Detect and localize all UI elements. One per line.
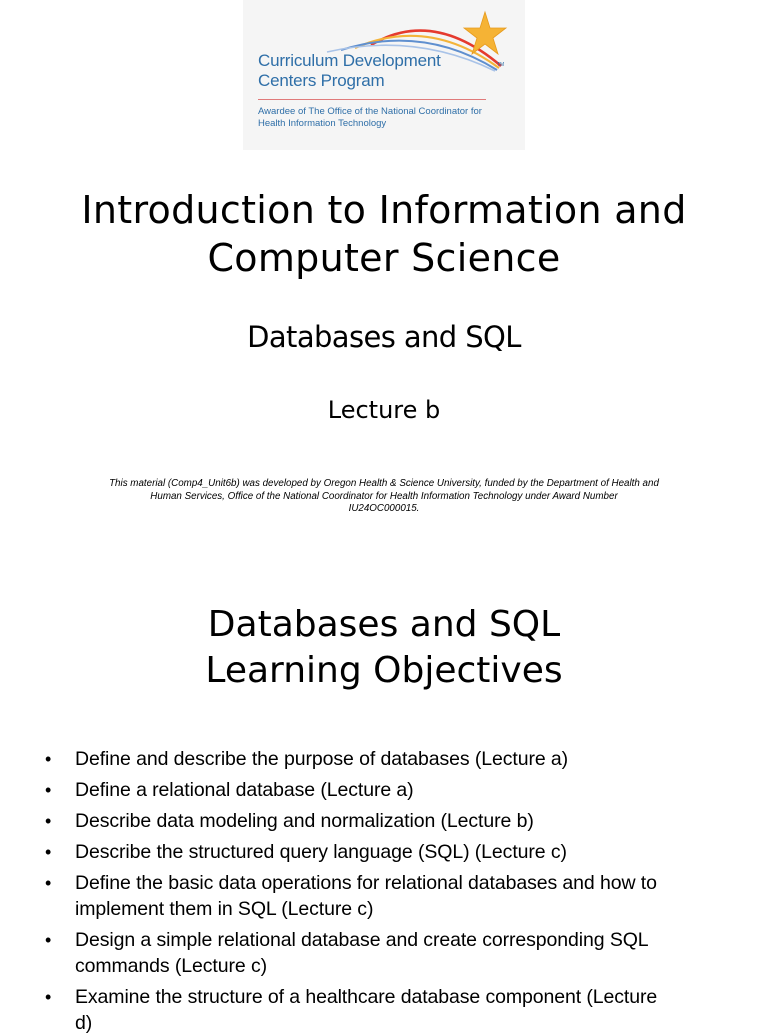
logo-subtitle-line1: Awardee of The Office of the National Coordinator for bbox=[258, 106, 482, 117]
disclaimer-line2: Human Services, Office of the National Coordinator for Health Information Technology under Award Number bbox=[150, 490, 618, 502]
objective-item-line: d) bbox=[75, 1012, 93, 1034]
objective-item-line: Examine the structure of a healthcare database component (Lecture bbox=[75, 986, 658, 1008]
bullet-icon: • bbox=[45, 749, 52, 769]
page-title-line1: Introduction to Information and bbox=[81, 188, 687, 232]
objective-item-line: Describe data modeling and normalization (Lecture b) bbox=[75, 810, 534, 832]
logo-subtitle-line2: Health Information Technology bbox=[258, 118, 387, 129]
bullet-icon: • bbox=[45, 842, 52, 862]
objectives-heading-line2: Learning Objectives bbox=[205, 650, 563, 691]
objective-item-line: commands (Lecture c) bbox=[75, 955, 267, 977]
objective-item-line: implement them in SQL (Lecture c) bbox=[75, 898, 374, 920]
disclaimer-line3: IU24OC000015. bbox=[348, 503, 420, 514]
logo-title-line2: Centers Program bbox=[258, 71, 385, 90]
bullet-icon: • bbox=[45, 811, 52, 831]
bullet-icon: • bbox=[45, 930, 52, 950]
disclaimer-line1: This material (Comp4_Unit6b) was developed by Oregon Health & Science University, funded by the Department of Health and bbox=[109, 478, 659, 489]
objective-item-line: Design a simple relational database and create corresponding SQL bbox=[75, 929, 649, 951]
page-subtitle: Databases and SQL bbox=[247, 320, 521, 354]
bullet-icon: • bbox=[45, 873, 52, 893]
objective-item-line: Describe the structured query language (SQL) (Lecture c) bbox=[75, 841, 567, 863]
objectives-heading-line1: Databases and SQL bbox=[207, 604, 561, 645]
bullet-icon: • bbox=[45, 780, 52, 800]
objective-item-line: Define the basic data operations for relational databases and how to bbox=[75, 872, 657, 894]
objective-item-line: Define a relational database (Lecture a) bbox=[75, 779, 414, 801]
logo-title-line1: Curriculum Development bbox=[258, 51, 441, 70]
page-title-line2: Computer Science bbox=[207, 236, 561, 280]
logo-trademark: TM bbox=[497, 62, 505, 68]
objective-item-line: Define and describe the purpose of databases (Lecture a) bbox=[75, 748, 569, 770]
bullet-icon: • bbox=[45, 987, 52, 1007]
lecture-label: Lecture b bbox=[327, 396, 441, 424]
